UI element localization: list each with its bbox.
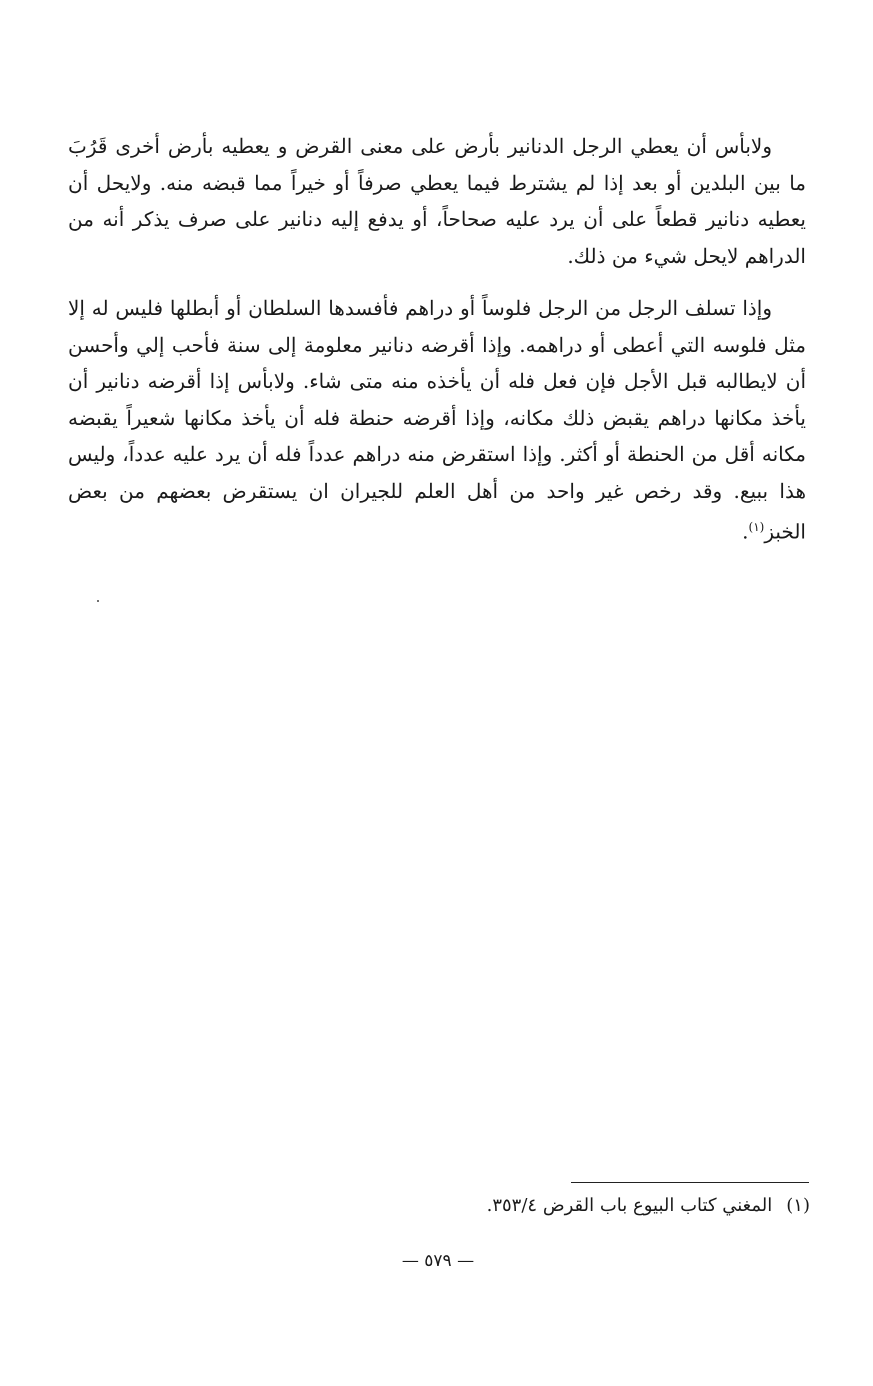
footnote-reference: (١) (748, 520, 765, 534)
stray-mark (97, 600, 99, 602)
paragraph-2 (68, 290, 806, 550)
footnote-text: المغني كتاب البيوع باب القرض ٣٥٣/٤. (486, 1195, 773, 1216)
footnote (300, 1192, 810, 1220)
footnote-number: (١) (786, 1195, 810, 1216)
paragraph-2-end-mark: . (742, 519, 749, 544)
footnote-divider (571, 1182, 809, 1183)
body-text (68, 128, 806, 550)
paragraph-1: ولابأس أن يعطي الرجل الدنانير بأرض على معنى القرض و يعطيه بأرض أخرى قَرُبَ ما بين البلدين أو بعد إذا لم يشترط فيما يعطي صرفاً أو خيراً مما قبضه منه. ولايحل أن يعطيه دنانير قطعاً على أن يرد عليه صحاحاً، أو يدفع إليه دنانير على صرف يذكر أنه من الدراهم لايحل شيء من ذلك. (68, 134, 806, 268)
page-number: — ٥٧٩ — (401, 1251, 475, 1271)
paragraph-2-text: وإذا تسلف الرجل من الرجل فلوساً أو دراهم فأفسدها السلطان أو أبطلها فليس له إلا مثل فلوسه التي أعطى أو دراهمه. وإذا أقرضه دنانير معلومة إلى سنة فأحب إلي وأحسن أن لايطالبه قبل الأجل فإن فعل فله أن يأخذه منه متى شاء. ولابأس إذا أقرضه دنانير أن يأخذ مكانها دراهم يقبض ذلك مكانه، وإذا أقرضه حنطة فله أن يأخذ مكانها شعيراً يقبضه مكانه أقل من الحنطة أو أكثر. وإذا استقرض منه دراهم عدداً فله أن يرد عليه عدداً، وليس هذا ببيع. وقد رخص غير واحد من أهل العلم للجيران ان يستقرض بعضهم من بعض الخبز (68, 296, 806, 544)
